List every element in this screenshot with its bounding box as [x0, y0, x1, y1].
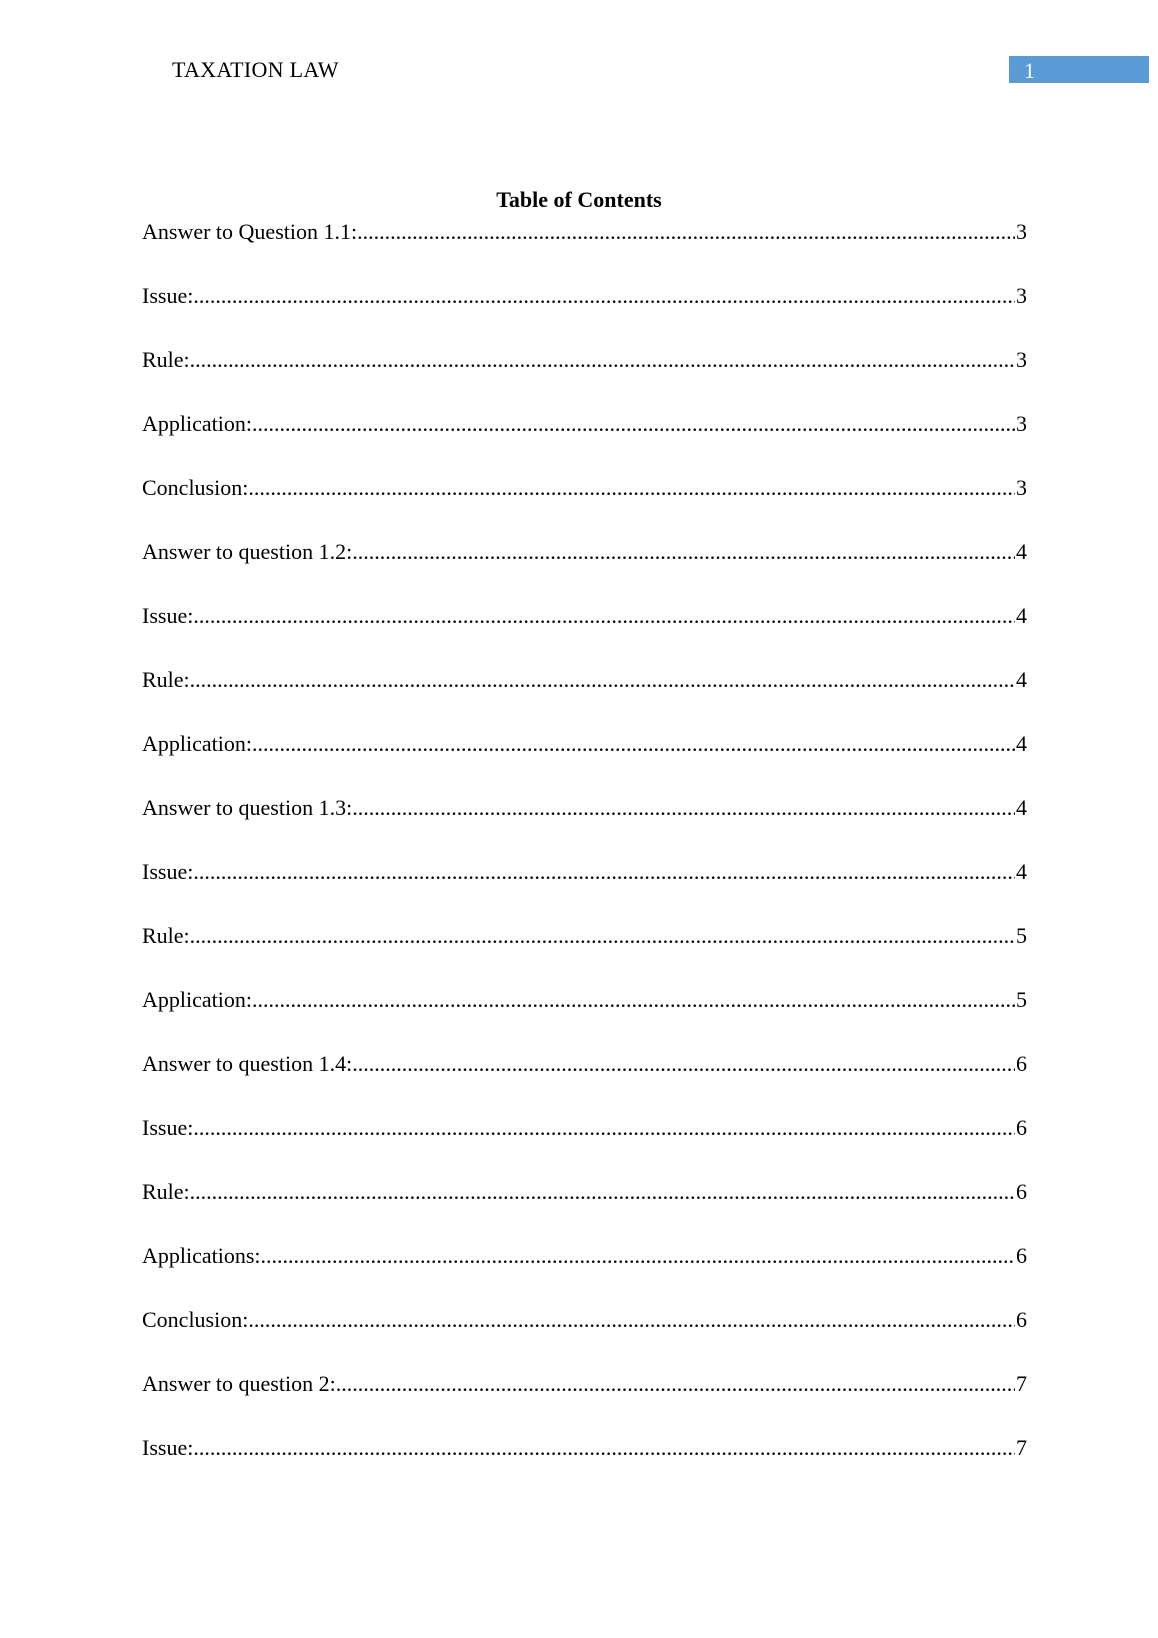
toc-dot-leader — [352, 536, 1015, 568]
toc-entry[interactable] — [142, 600, 1027, 664]
toc-entry-page-number: 4 — [1016, 859, 1027, 884]
toc-entry-label: Answer to question 1.2: — [142, 536, 352, 568]
toc-entry-label: Answer to Question 1.1: — [142, 216, 357, 248]
toc-entry-page-number: 3 — [1016, 347, 1027, 372]
toc-entry[interactable] — [142, 1176, 1027, 1240]
toc-entry-page-number: 6 — [1016, 1243, 1027, 1268]
toc-dot-leader — [357, 216, 1015, 248]
toc-dot-leader — [193, 1432, 1015, 1464]
toc-entry[interactable] — [142, 1432, 1027, 1496]
toc-entry[interactable] — [142, 536, 1027, 600]
toc-entry-label: Application: — [142, 408, 252, 440]
toc-entry[interactable] — [142, 856, 1027, 920]
toc-entry[interactable] — [142, 216, 1027, 280]
toc-dot-leader — [252, 408, 1015, 440]
toc-entry-page-number: 4 — [1016, 603, 1027, 628]
toc-entry[interactable] — [142, 664, 1027, 728]
toc-entry-page-number: 3 — [1016, 475, 1027, 500]
toc-entry[interactable] — [142, 1112, 1027, 1176]
toc-entry-page-number: 6 — [1016, 1179, 1027, 1204]
toc-entry-label: Issue: — [142, 600, 193, 632]
toc-dot-leader — [248, 472, 1015, 504]
toc-dot-leader — [193, 1112, 1015, 1144]
toc-entry-page-number: 6 — [1016, 1307, 1027, 1332]
toc-entry[interactable] — [142, 1048, 1027, 1112]
toc-entry-label: Answer to question 1.3: — [142, 792, 352, 824]
toc-entry-page-number: 5 — [1016, 987, 1027, 1012]
toc-entry-label: Conclusion: — [142, 472, 248, 504]
toc-entry-label: Rule: — [142, 344, 190, 376]
toc-dot-leader — [190, 920, 1015, 952]
toc-entry[interactable] — [142, 1240, 1027, 1304]
toc-entry[interactable] — [142, 280, 1027, 344]
toc-entry-label: Issue: — [142, 280, 193, 312]
toc-entry-page-number: 3 — [1016, 411, 1027, 436]
toc-entry[interactable] — [142, 472, 1027, 536]
running-header-title: TAXATION LAW — [172, 57, 339, 82]
toc-entry-label: Issue: — [142, 856, 193, 888]
toc-dot-leader — [261, 1240, 1015, 1272]
toc-entry[interactable] — [142, 920, 1027, 984]
toc-entry-page-number: 6 — [1016, 1115, 1027, 1140]
toc-entry-label: Conclusion: — [142, 1304, 248, 1336]
toc-entry-label: Answer to question 2: — [142, 1368, 336, 1400]
toc-dot-leader — [193, 600, 1015, 632]
toc-dot-leader — [193, 856, 1015, 888]
toc-entry-page-number: 3 — [1016, 219, 1027, 244]
toc-entry[interactable] — [142, 1368, 1027, 1432]
toc-entry[interactable] — [142, 344, 1027, 408]
toc-entry[interactable] — [142, 792, 1027, 856]
toc-dot-leader — [190, 344, 1015, 376]
toc-entry-page-number: 4 — [1016, 539, 1027, 564]
toc-entry-label: Rule: — [142, 664, 190, 696]
toc-entry-label: Rule: — [142, 1176, 190, 1208]
toc-entry[interactable] — [142, 728, 1027, 792]
toc-entry[interactable] — [142, 984, 1027, 1048]
toc-entry-page-number: 7 — [1016, 1371, 1027, 1396]
toc-entry-page-number: 4 — [1016, 731, 1027, 756]
page-number-badge: 1 — [1009, 56, 1149, 83]
toc-dot-leader — [352, 1048, 1015, 1080]
toc-dot-leader — [336, 1368, 1015, 1400]
toc-dot-leader — [252, 984, 1015, 1016]
toc-entry-label: Application: — [142, 984, 252, 1016]
toc-entry-page-number: 5 — [1016, 923, 1027, 948]
toc-dot-leader — [252, 728, 1015, 760]
toc-entry-label: Rule: — [142, 920, 190, 952]
toc-dot-leader — [352, 792, 1015, 824]
toc-entry[interactable] — [142, 408, 1027, 472]
toc-entry[interactable] — [142, 1304, 1027, 1368]
toc-entry-page-number: 7 — [1016, 1435, 1027, 1460]
toc-entry-page-number: 4 — [1016, 795, 1027, 820]
toc-entry-label: Issue: — [142, 1112, 193, 1144]
toc-entry-label: Issue: — [142, 1432, 193, 1464]
toc-entry-page-number: 4 — [1016, 667, 1027, 692]
toc-entry-page-number: 3 — [1016, 283, 1027, 308]
toc-entry-label: Answer to question 1.4: — [142, 1048, 352, 1080]
toc-dot-leader — [193, 280, 1015, 312]
toc-dot-leader — [190, 664, 1015, 696]
toc-entry-label: Applications: — [142, 1240, 261, 1272]
toc-dot-leader — [248, 1304, 1015, 1336]
toc-heading: Table of Contents — [496, 187, 662, 212]
toc-entry-label: Application: — [142, 728, 252, 760]
table-of-contents — [142, 216, 1027, 1496]
toc-entry-page-number: 6 — [1016, 1051, 1027, 1076]
toc-dot-leader — [190, 1176, 1015, 1208]
